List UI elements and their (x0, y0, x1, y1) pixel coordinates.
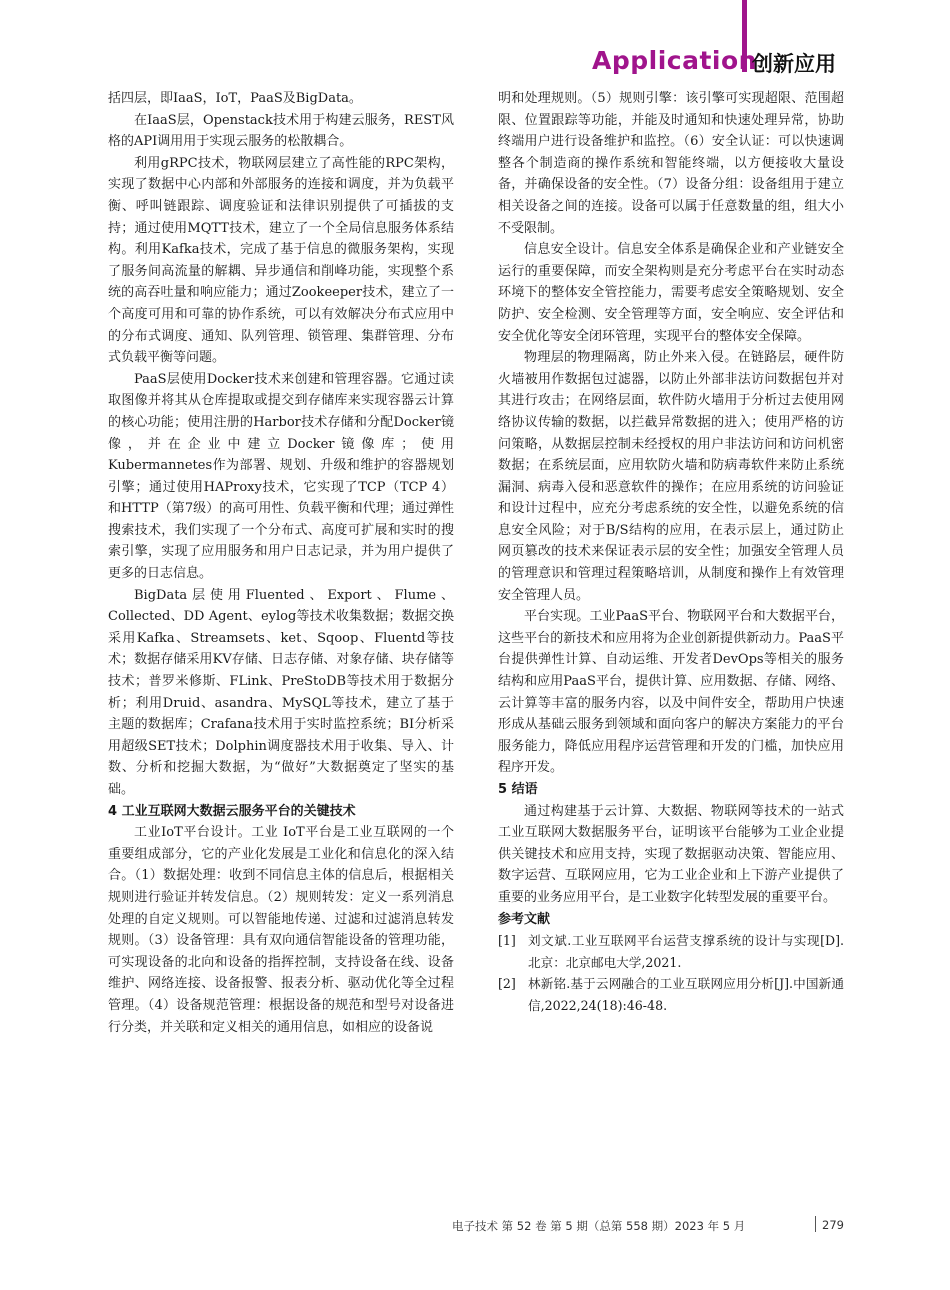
paragraph: 括四层，即IaaS，IoT，PaaS及BigData。 (108, 91, 362, 106)
paragraph: 在IaaS层，Openstack技术用于构建云服务，REST风格的API调用用于实现云服务的松散耦合。 (108, 112, 454, 150)
paragraph: PaaS层使用Docker技术来创建和管理容器。它通过读取图像并将其从仓库提取或提交到存储库来实现容器云计算的核心功能；使用注册的Harbor技术存储和分配Docker镜像，并在企业中建立Docker镜像库；使用Kubermannetes作为部署、规划、升级和维护的容器规划引擎；通过使用HAProxy技术，它实现了TCP（TCP 4）和HTTP（第7级）的高可用性、负载平衡和代理；通过弹性搜索技术，我们实现了一个分布式、高度可扩展和实时的搜索引擎，实现了应用服务和用户日志记录，并为用户提供了更多的日志信息。 (108, 371, 454, 582)
reference-item (498, 973, 844, 1016)
page-number: 279 (822, 1218, 844, 1232)
paragraph: BigData层使用Fluented、Export、Flume、Collected、DD Agent、eylog等技术收集数据；数据交换采用Kafka、Streamsets、ket、Sqoop、Fluentd等技术；数据存储采用KV存储、日志存储、对象存储、块存储等技术；普罗米修斯、FLink、PreStoDB等技术用于数据分析；利用Druid、asandra、MySQL等技术，建立了基于主题的数据库；Crafana技术用于实时监控系统；BI分析采用超级SET技术；Dolphin调度器技术用于收集、导入、计数、分析和挖掘大数据，为“做好”大数据奠定了坚实的基础。 (108, 587, 454, 797)
section-label-en: Application (592, 46, 757, 75)
paragraph: 明和处理规则。（5）规则引擎：该引擎可实现超限、范围超限、位置跟踪等功能，并能及时通知和快速处理异常，协助终端用户进行设备维护和监控。（6）安全认证：可以快速调整各个制造商的操作系统和智能终端，以方便接收大量设备，并确保设备的安全性。（7）设备分组：设备组用于建立相关设备之间的连接。设备可以属于任意数量的组，组大小不受限制。 (498, 91, 844, 236)
reference-number: [2] (498, 976, 516, 992)
paragraph: 利用gRPC技术，物联网层建立了高性能的RPC架构，实现了数据中心内部和外部服务的连接和调度，并为负载平衡、呼叫链跟踪、调度验证和法律识别提供了可插拔的支持；通过使用MQTT技术，建立了一个全局信息服务体系结构。利用Kafka技术，完成了基于信息的微服务架构，实现了服务间高流量的解耦、异步通信和削峰功能，实现整个系统的高吞吐量和响应能力；通过Zookeeper技术，建立了一个高度可用和可靠的协作系统，可以有效解决分布式应用中的分布式调度、通知、队列管理、锁管理、集群管理、分布式负载平衡等问题。 (108, 155, 454, 366)
paragraph: 通过构建基于云计算、大数据、物联网等技术的一站式工业互联网大数据服务平台，证明该平台能够为工业企业提供关键技术和应用支持，实现了数据驱动决策、智能应用、数字运营、互联网应用，它为工业企业和上下游产业提供了重要的业务应用平台，是工业数字化转型发展的重要平台。 (498, 803, 844, 905)
section-heading: 4 工业互联网大数据云服务平台的关键技术 (108, 803, 356, 819)
paragraph: 信息安全设计。信息安全体系是确保企业和产业链安全运行的重要保障，而安全架构则是充分考虑平台在实时动态环境下的整体安全管控能力，需要考虑安全策略规划、安全防护、安全检测、安全管理等方面，安全响应、安全评估和安全优化等安全闭环管理，实现平台的整体安全保障。 (498, 242, 844, 344)
section-label-cn: 创新应用 (752, 52, 836, 76)
reference-text: 林新铭.基于云网融合的工业互联网应用分析[J].中国新通信,2022,24(18):46-48. (528, 976, 844, 1013)
footer-divider (815, 1216, 816, 1232)
reference-item (498, 930, 844, 973)
journal-footer: 电子技术 第 52 卷 第 5 期（总第 558 期）2023 年 5 月 (452, 1219, 746, 1233)
reference-number: [1] (498, 933, 516, 949)
paragraph: 工业IoT平台设计。工业 IoT平台是工业互联网的一个重要组成部分，它的产业化发展是工业化和信息化的深入结合。（1）数据处理：收到不同信息主体的信息后，根据相关规则进行验证并转发信息。（2）规则转发：定义一系列消息处理的自定义规则。可以智能地传递、过滤和过滤消息转发规则。（3）设备管理：具有双向通信智能设备的管理功能，可实现设备的北向和设备的指挥控制，支持设备在线、设备维护、网络连接、设备报警、报表分析、驱动优化等全过程管理。（4）设备规范管理：根据设备的规范和型号对设备进行分类，并关联和定义相关的通用信息，如相应的设备说 (108, 825, 454, 1035)
reference-text: 刘文斌.工业互联网平台运营支撑系统的设计与实现[D].北京：北京邮电大学,2021. (528, 933, 844, 970)
paragraph: 物理层的物理隔离，防止外来入侵。在链路层，硬件防火墙被用作数据包过滤器，以防止外部非法访问数据包并对其进行攻击；在网络层面，软件防火墙用于分析过去使用网络协议传输的数据，以拦截异常数据的进入；使用严格的访问策略，从数据层控制未经授权的用户非法访问和访问机密数据；在系统层面，应用软防火墙和防病毒软件来防止系统漏洞、病毒入侵和恶意软件的操作；在应用系统的访问验证和设计过程中，应充分考虑系统的安全性，以避免系统的信息安全风险；对于B/S结构的应用，在表示层上，通过防止网页篡改的技术来保证表示层的安全性；加强安全管理人员的管理意识和管理过程策略培训，从制度和操作上有效管理安全管理人员。 (498, 350, 844, 603)
right-column (498, 88, 844, 1017)
section-heading: 5 结语 (498, 782, 538, 797)
paragraph: 平台实现。工业PaaS平台、物联网平台和大数据平台，这些平台的新技术和应用将为企业创新提供新动力。PaaS平台提供弹性计算、自动运维、开发者DevOps等相关的服务结构和应用PaaS平台，提供计算、应用数据、存储、网络、云计算等丰富的服务内容，以及中间件安全，帮助用户快速形成从基础云服务到领域和面向客户的解决方案能力的平台服务能力，降低应用程序运营管理和开发的门槛，加快应用程序开发。 (498, 609, 844, 776)
references-heading: 参考文献 (498, 911, 551, 927)
left-column (108, 88, 454, 1038)
